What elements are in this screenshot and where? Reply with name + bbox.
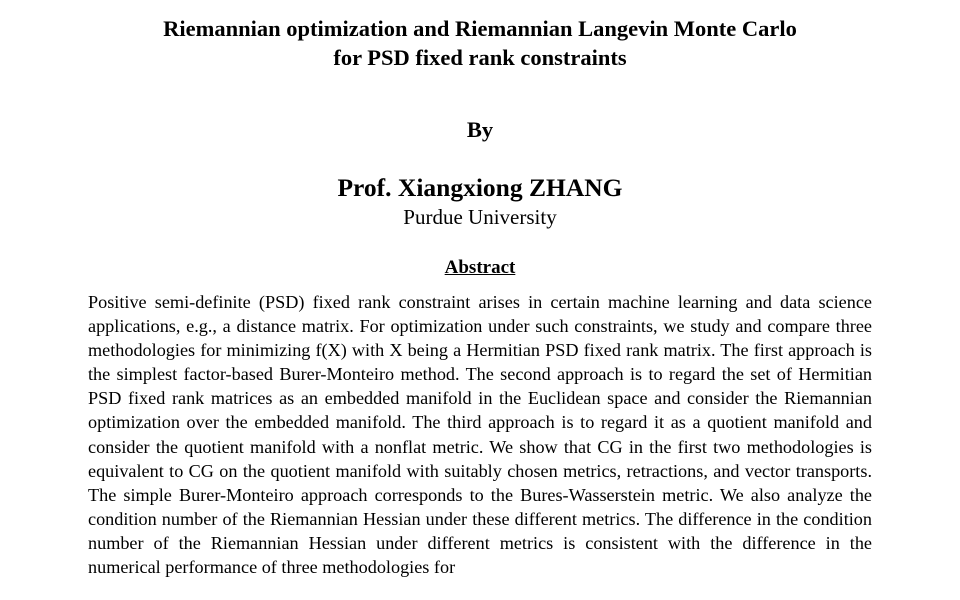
author-affiliation: Purdue University [403,205,557,229]
abstract-heading [0,256,960,280]
by-label: By [466,117,494,142]
abstract-body: Positive semi-definite (PSD) fixed rank constraint arises in certain machine learning and data science applications, e.g., a distance matrix. For optimization under such constraints, we study and compare three methodologies for minimizing f(X) with X being a Hermitian PSD fixed rank matrix. The first approach is the simplest factor-based Burer-Monteiro method. The second approach is to regard the set of Hermitian PSD fixed rank matrices as an embedded manifold in the Euclidean space and consider the Riemannian optimization over the embedded manifold. The third approach is to regard it as a quotient manifold and consider the quotient manifold with a nonflat metric. We show that CG in the first two methodologies is equivalent to CG on the quotient manifold with suitably chosen metrics, retractions, and vector transports. The simple Burer-Monteiro approach corresponds to the Bures-Wasserstein metric. We also analyze the condition number of the Riemannian Hessian under these different metrics. The difference in the condition number of the Riemannian Hessian under different metrics is consistent with the difference in the numerical performance of three methodologies for [88,292,872,578]
title-line-1: Riemannian optimization and Riemannian Langevin Monte Carlo [163,16,797,41]
abstract-heading-text: Abstract [444,257,516,278]
document-title [60,14,900,72]
title-line-2: for PSD fixed rank constraints [333,45,627,70]
author-name: Prof. Xiangxiong ZHANG [337,173,623,202]
